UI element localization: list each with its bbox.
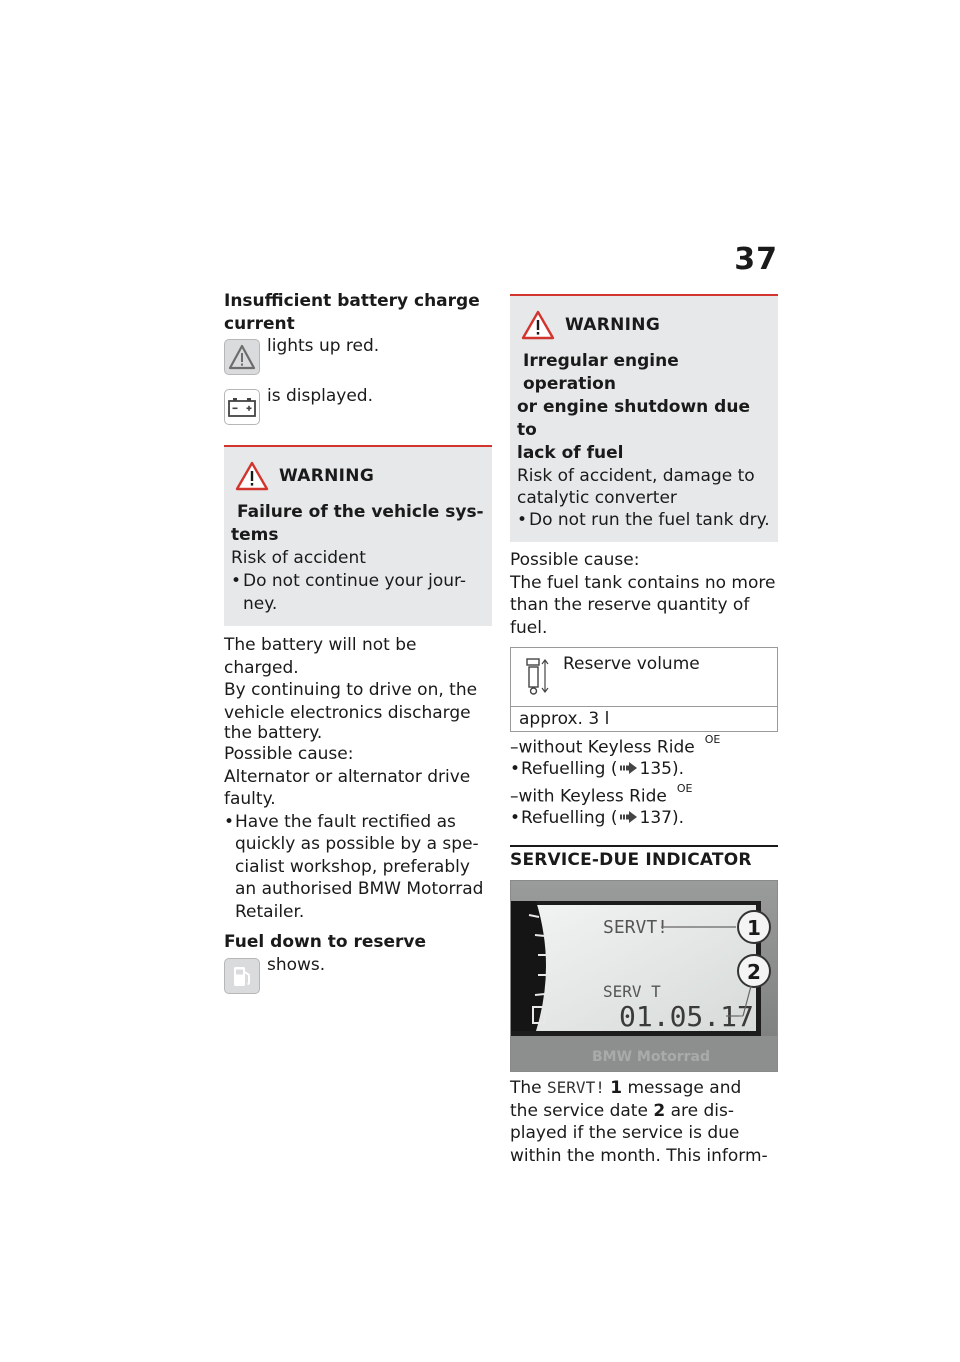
refuel-without-link[interactable]	[510, 759, 778, 781]
without-keyless-label: –without Keyless Ride	[510, 737, 695, 758]
action-line: Retailer.	[235, 901, 305, 922]
right-column	[510, 294, 778, 1167]
warning-risk-1: Risk of accident, damage to	[517, 466, 755, 486]
warning-icon	[235, 461, 269, 491]
desc-code: SERVT!	[547, 1078, 605, 1098]
paragraph-line: the battery.	[224, 723, 323, 743]
instrument-cluster-image	[510, 880, 778, 1072]
desc-the: The	[510, 1078, 542, 1099]
section-title: SERVICE-DUE INDICATOR	[510, 845, 778, 870]
warning-bullet: • Do not run the fuel tank dry.	[517, 509, 771, 532]
warning-title: WARNING	[565, 315, 661, 335]
warning-bullet-line-2: ney.	[243, 594, 278, 614]
warning-subtitle-1: Failure of the vehicle sys-	[237, 502, 484, 522]
battery-warning-light-row	[224, 335, 492, 381]
desc-line-2	[510, 1100, 778, 1123]
cluster-top-text: SERVT!	[603, 917, 669, 939]
cause-label: Possible cause:	[510, 550, 640, 570]
cause-line: Alternator or alternator drive	[224, 766, 471, 787]
callout-2: 2	[747, 960, 761, 985]
reserve-volume-value: approx. 3 l	[519, 709, 610, 729]
paragraph-line: vehicle electronics discharge	[224, 702, 471, 723]
page-number: 37	[734, 242, 778, 277]
warning-risk: Risk of accident	[231, 548, 366, 568]
warning-icon	[521, 310, 555, 340]
battery-icon	[224, 389, 260, 425]
desc-line-3: played if the service is due	[510, 1123, 740, 1144]
battery-symbol-row	[224, 385, 492, 431]
cause-label: Possible cause:	[224, 744, 354, 764]
shows-text: shows.	[267, 954, 326, 975]
desc-line-2-start: the service date	[510, 1100, 648, 1121]
callout-1: 1	[747, 916, 761, 941]
paragraph-line: The battery will not be charged.	[224, 635, 417, 678]
service-description	[510, 1077, 778, 1167]
reserve-volume-header	[511, 648, 777, 707]
desc-line-4: within the month. This inform-	[510, 1145, 768, 1166]
desc-line-1	[510, 1077, 778, 1100]
cause-line: than the reserve quantity of	[510, 595, 750, 615]
warning-subtitle-3: lack of fuel	[517, 443, 624, 463]
refuel-label: Refuelling (	[521, 807, 618, 828]
action-line: an authorised BMW Motorrad	[235, 879, 484, 899]
warning-triangle-icon	[224, 339, 260, 375]
reserve-volume-table	[510, 647, 778, 732]
refuel-page: 135).	[639, 759, 684, 780]
lights-text: lights up red.	[267, 336, 380, 356]
fuel-heading: Fuel down to reserve	[224, 932, 426, 952]
warning-subtitle-2: or engine shutdown due to	[517, 397, 750, 440]
warning-header	[231, 461, 485, 491]
battery-paragraph	[224, 634, 492, 743]
fuel-pump-icon	[224, 958, 260, 994]
action-line: • Have the fault rectified as	[235, 811, 456, 832]
fuel-symbol-row	[224, 954, 492, 1000]
reserve-volume-label: Reserve volume	[563, 654, 700, 674]
action-line: quickly as possible by a spe-	[235, 834, 479, 854]
oe-marker: OE	[704, 733, 721, 746]
warning-bullet-line-1: • Do not continue your jour-	[243, 571, 467, 591]
warning-header	[517, 310, 771, 340]
cluster-mid-text: SERV T	[603, 982, 661, 1002]
cause-line: The fuel tank contains no more	[510, 572, 776, 593]
cause-line: fuel.	[510, 617, 548, 638]
warning-subtitle-1: Irregular engine operation	[523, 351, 679, 394]
without-keyless-line	[510, 732, 778, 759]
desc-ref-2: 2	[653, 1100, 666, 1121]
left-column	[224, 290, 492, 1000]
with-keyless-label: –with Keyless Ride	[510, 786, 667, 807]
refuel-page: 137).	[639, 807, 684, 828]
vehicle-systems-warning	[224, 445, 492, 626]
battery-heading: Insufficient battery charge current	[224, 291, 480, 334]
desc-line-1-end: message and	[627, 1078, 742, 1099]
warning-bullet	[231, 570, 485, 616]
cluster-brand: BMW Motorrad	[591, 1049, 711, 1066]
arrow-reference-icon	[620, 811, 638, 823]
displayed-text: is displayed.	[267, 386, 374, 406]
fuel-warning	[510, 294, 778, 542]
desc-ref-1: 1	[610, 1078, 623, 1099]
arrow-reference-icon	[620, 762, 638, 774]
oe-marker: OE	[676, 781, 693, 795]
action-line: cialist workshop, preferably	[235, 856, 470, 877]
warning-risk-2: catalytic converter	[517, 488, 677, 508]
with-keyless-line	[510, 781, 778, 808]
cluster-date-text: 01.05.17	[619, 1000, 754, 1034]
refuel-label: Refuelling (	[521, 759, 618, 780]
paragraph-line: By continuing to drive on, the	[224, 680, 478, 700]
warning-subtitle-2: tems	[231, 525, 279, 545]
refuel-with-link[interactable]	[510, 808, 778, 830]
cause-line: faulty.	[224, 789, 276, 809]
action-bullet	[224, 811, 492, 924]
desc-line-2-end: are dis-	[670, 1100, 734, 1121]
warning-title: WARNING	[279, 466, 375, 486]
fuel-gauge-icon	[523, 656, 549, 696]
